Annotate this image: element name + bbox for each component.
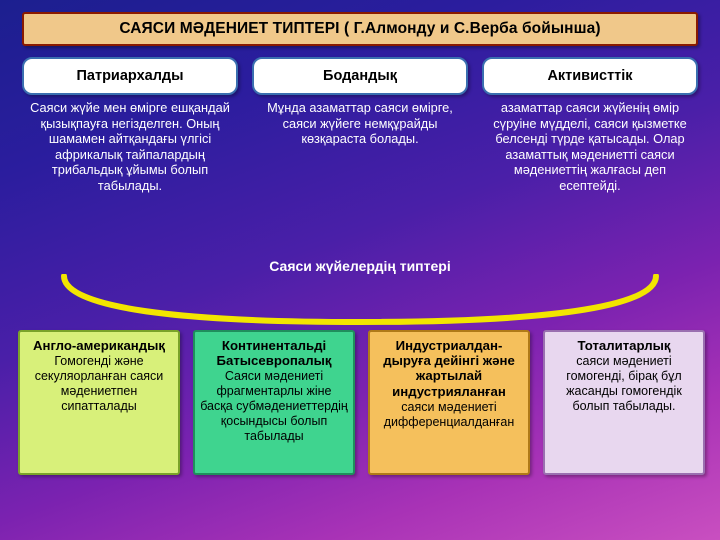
type-description-activist: азаматтар саяси жүйенің өмір сүруіне мүдделі, саяси қызметке белсенді түрде қатысады. Олар азаматтық мәдениетті саяси мәдениеттің жалғасы деп есептейді. [493, 100, 687, 194]
subtype-description: саяси мәдениеті гомогенді, бірақ бұл жасанды гомогендік болып табылады. [566, 354, 682, 414]
subtype-box-preindustrial [368, 330, 530, 475]
type-header-label: Патриархалды [76, 68, 184, 84]
type-header-label: Бодандық [323, 68, 397, 84]
type-header-activist [482, 57, 698, 95]
subtype-description: Гомогенді және секуляорланған саяси мәдениетпен сипатталады [34, 354, 164, 414]
type-description-subject: Мұнда азаматтар саяси өмірге, саяси жүйеге немқұрайды көзқараста болады. [267, 100, 453, 147]
type-header-label: Активисттік [547, 68, 633, 84]
subtype-title: Англо-американдық [32, 338, 166, 353]
subtype-box-continental-european [193, 330, 355, 475]
yellow-arc-decoration [60, 274, 660, 326]
type-description-patriarchal: Саяси жүйе мен өмірге ешқандай қызықпауға негізделген. Оның шамамен айтқандағы үлгісі африкалық тайпалардың трибальдық ұйымы болып табылады. [30, 100, 230, 194]
subtype-box-anglo-american [18, 330, 180, 475]
type-header-patriarchal [22, 57, 238, 95]
type-header-subject [252, 57, 468, 95]
subtype-title: Индустриалдан-дыруға дейінгі және жартылай индустрияланған [383, 338, 515, 399]
subtype-box-totalitarian [543, 330, 705, 475]
subtype-description: Саяси мәдениеті фрагментарлы жіне басқа субмәдениеттердің қосындысы болып табылады [200, 369, 348, 444]
slide-title-banner [22, 12, 698, 46]
subtype-title: Тоталитарлық [577, 338, 671, 353]
page-title: САЯСИ МӘДЕНИЕТ ТИПТЕРІ ( Г.Алмонду и С.Верба бойынша) [119, 20, 601, 37]
subtype-description: саяси мәдениеті дифференциалданған [383, 399, 515, 429]
subtype-title: Континентальді Батысевропалық [216, 338, 332, 369]
section-caption: Саяси жүйелердің типтері [269, 258, 451, 274]
